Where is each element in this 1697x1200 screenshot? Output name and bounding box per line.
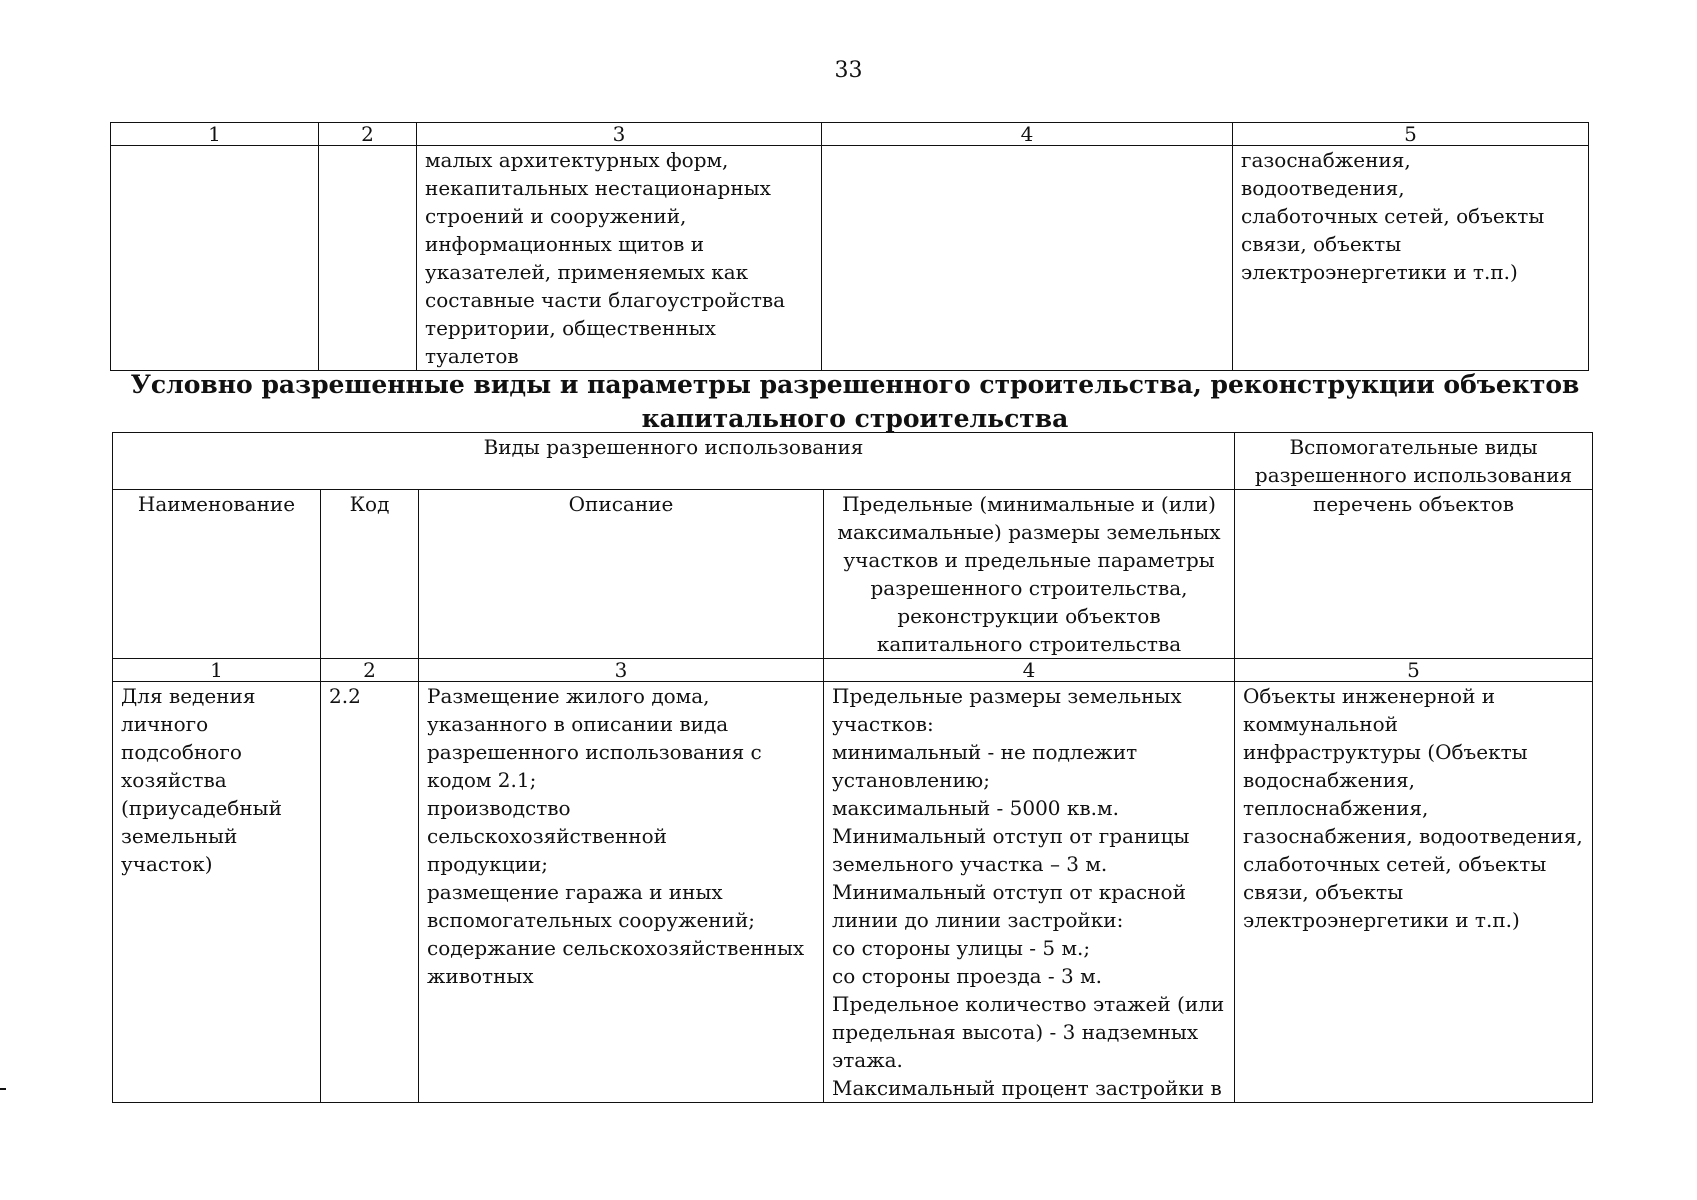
col-number: 4 xyxy=(822,123,1233,146)
col-number: 2 xyxy=(321,659,419,682)
group-header-row xyxy=(113,433,1593,490)
cell-auxiliary: Объекты инженерной и коммунальной инфраструктуры (Объекты водоснабжения, теплоснабжения, газоснабжения, водоотведения, слаботочных сетей, объекты связи, объекты электроэнергетики и т.п.) xyxy=(1235,682,1593,1103)
col-number: 2 xyxy=(319,123,417,146)
col-number: 3 xyxy=(419,659,824,682)
cell-code xyxy=(319,146,417,371)
continuation-table xyxy=(110,122,1589,371)
conditional-uses-table xyxy=(112,432,1593,1103)
col-number: 1 xyxy=(111,123,319,146)
cell-name: Для ведения личного подсобного хозяйства (приусадебный земельный участок) xyxy=(113,682,321,1103)
col-number: 3 xyxy=(417,123,822,146)
cell-auxiliary: газоснабжения, водоотведения, слаботочных сетей, объекты связи, объекты электроэнергетики и т.п.) xyxy=(1233,146,1589,371)
table-row xyxy=(113,682,1593,1103)
header-name: Наименование xyxy=(113,490,321,659)
cell-description: Размещение жилого дома, указанного в описании вида разрешенного использования с кодом 2.1; производство сельскохозяйственной продукции; размещение гаража и иных вспомогательных сооружений; содержание сельскохозяйственных животных xyxy=(419,682,824,1103)
cell-code: 2.2 xyxy=(321,682,419,1103)
col-number: 4 xyxy=(824,659,1235,682)
cell-description: малых архитектурных форм, некапитальных нестационарных строений и сооружений, информационных щитов и указателей, применяемых как составные части благоустройства территории, общественных туалетов xyxy=(417,146,822,371)
header-row xyxy=(113,490,1593,659)
column-number-row xyxy=(113,659,1593,682)
col-number: 1 xyxy=(113,659,321,682)
table-row xyxy=(111,146,1589,371)
header-auxiliary: перечень объектов xyxy=(1235,490,1593,659)
col-number: 5 xyxy=(1235,659,1593,682)
header-code: Код xyxy=(321,490,419,659)
column-number-row xyxy=(111,123,1589,146)
margin-mark xyxy=(0,1088,6,1090)
section-title: Условно разрешенные виды и параметры разрешенного строительства, реконструкции объектов капитального строительства xyxy=(130,370,1580,433)
group-header-main: Виды разрешенного использования xyxy=(113,433,1235,490)
header-description: Описание xyxy=(419,490,824,659)
col-number: 5 xyxy=(1233,123,1589,146)
cell-limits xyxy=(822,146,1233,371)
page-number: 33 xyxy=(834,58,863,83)
cell-limits: Предельные размеры земельных участков: минимальный - не подлежит установлению; максимальный - 5000 кв.м. Минимальный отступ от границы земельного участка – 3 м. Минимальный отступ от красной линии до линии застройки: со стороны улицы - 5 м.; со стороны проезда - 3 м. Предельное количество этажей (или предельная высота) - 3 надземных этажа. Максимальный процент застройки в xyxy=(824,682,1235,1103)
group-header-aux: Вспомогательные виды разрешенного использования xyxy=(1235,433,1593,490)
cell-name xyxy=(111,146,319,371)
header-limits: Предельные (минимальные и (или) максимальные) размеры земельных участков и предельные параметры разрешенного строительства, реконструкции объектов капитального строительства xyxy=(824,490,1235,659)
